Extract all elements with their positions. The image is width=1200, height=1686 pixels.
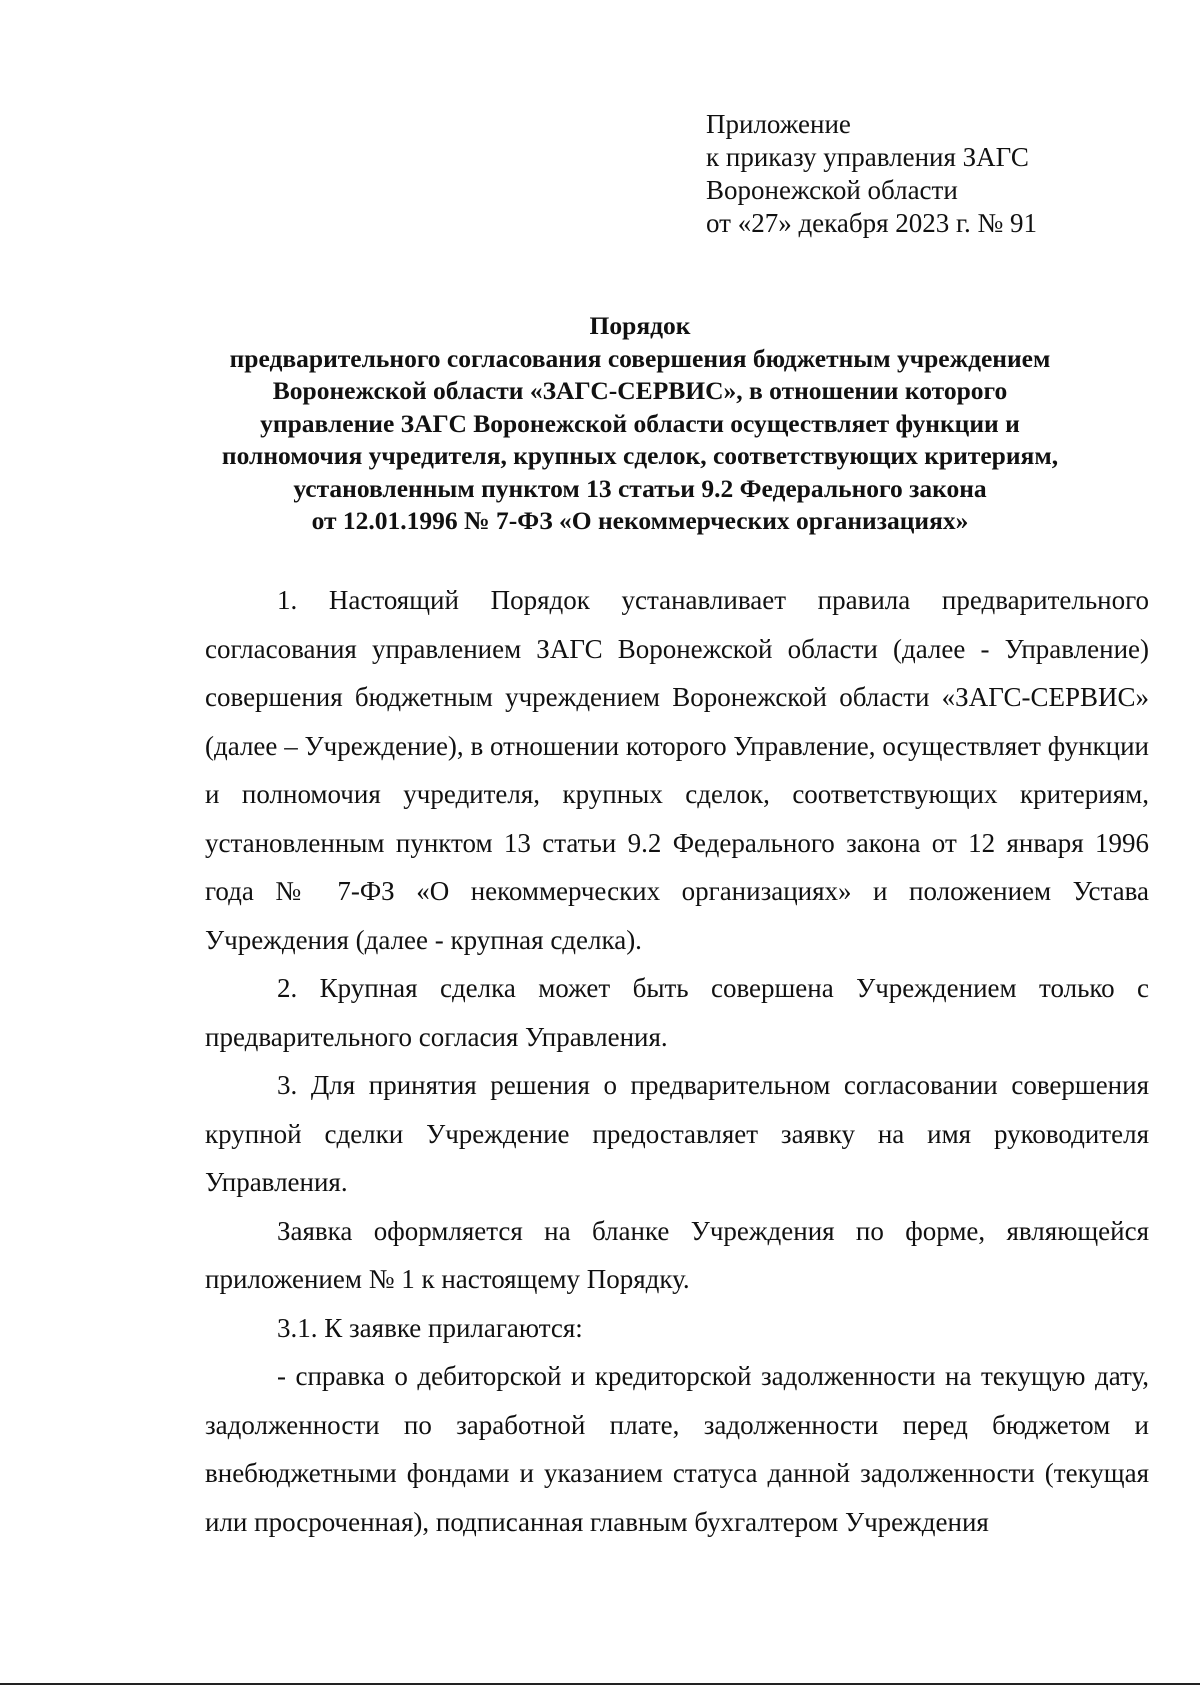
paragraph-5: 3.1. К заявке прилагаются:: [277, 1312, 583, 1343]
document-title: [190, 310, 1090, 538]
paragraph-2: 2. Крупная сделка может быть совершена Учреждением только с предварительного согласия Управления.: [205, 973, 1149, 1052]
appendix-line-3: Воронежской области: [706, 175, 958, 205]
paragraph-1: 1. Настоящий Порядок устанавливает правила предварительного согласования управлением ЗАГС Воронежской области (далее - Управление) совершения бюджетным учреждением Воронежской области «ЗАГС-СЕРВИС» (далее – Учреждение), в отношении которого Управление, осуществляет функции и полномочия учредителя, крупных сделок, соответствующих критериям, установленным пунктом 13 статьи 9.2 Федерального закона от 12 января 1996 года № 7-ФЗ «О некоммерческих организациях» и положением Устава Учреждения (далее - крупная сделка).: [205, 585, 1149, 955]
appendix-header: [706, 108, 1037, 240]
appendix-line-4: от «27» декабря 2023 г. № 91: [706, 208, 1038, 238]
title-line-6: от 12.01.1996 № 7-ФЗ «О некоммерческих организациях»: [311, 506, 969, 535]
paragraph-4: Заявка оформляется на бланке Учреждения по форме, являющейся приложением № 1 к настоящему Порядку.: [205, 1215, 1149, 1294]
title-line-1: предварительного согласования совершения бюджетным учреждением: [229, 343, 1051, 373]
appendix-line-2: к приказу управления ЗАГС: [706, 142, 1029, 172]
paragraph-3: 3. Для принятия решения о предварительном согласовании совершения крупной сделки Учреждение предоставляет заявку на имя руководителя Управления.: [205, 1070, 1149, 1197]
title-line-5: установленным пунктом 13 статьи 9.2 Федерального закона: [293, 473, 987, 503]
appendix-line-1: Приложение: [706, 109, 851, 139]
title-line-3: управление ЗАГС Воронежской области осуществляет функции и: [260, 408, 1020, 438]
title-line-4: полномочия учредителя, крупных сделок, соответствующих критериям,: [221, 441, 1059, 470]
document-body: [205, 576, 1149, 1546]
title-heading: Порядок: [589, 311, 691, 340]
paragraph-6: - справка о дебиторской и кредиторской задолженности на текущую дату, задолженности по заработной плате, задолженности перед бюджетом и внебюджетными фондами и указанием статуса данной задолженности (текущая или просроченная), подписанная главным бухгалтером Учреждения: [205, 1361, 1149, 1537]
title-line-2: Воронежской области «ЗАГС-СЕРВИС», в отношении которого: [272, 376, 1008, 405]
page-bottom-divider: [0, 1683, 1200, 1685]
